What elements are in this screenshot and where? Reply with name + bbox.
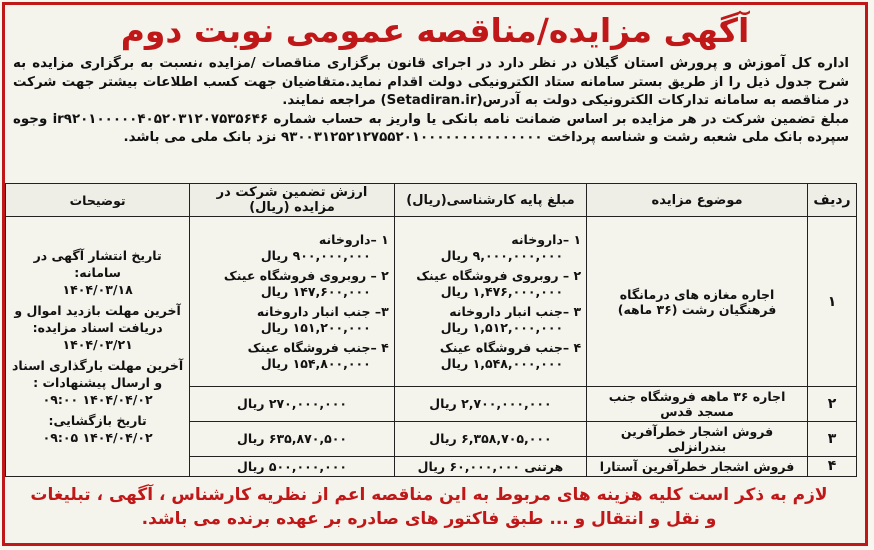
notes-cell <box>6 217 190 477</box>
header-row-number: ردیف <box>807 184 856 217</box>
intro-paragraph-1: اداره کل آموزش و پرورش استان گیلان در نظر دارد در اجرای قانون برگزاری مناقصات /مزایده ،نسبت به برگزاری مزایده به شرح جدول ذیل را از طریق بستر سامانه ستاد الکترونیکی دولت اقدام نماید.متقاضیان جهت کسب اطلاعات بیشتر جهت شرکت در مناقصه به سامانه تدارکات الکترونیکی دولت به آدرس(Setadiran.ir) مراجعه نمایند. <box>13 56 849 108</box>
auction-table <box>5 183 857 477</box>
item-amount: ۱,۵۴۸,۰۰۰,۰۰۰ ریال <box>440 355 564 371</box>
base-price-list <box>394 217 586 387</box>
item-amount: ۱,۵۱۲,۰۰۰,۰۰۰ ریال <box>440 319 564 335</box>
publish-date: ۱۴۰۴/۰۳/۱۸ <box>62 282 133 297</box>
opening-date: ۱۴۰۴/۰۴/۰۲ ۰۹:۰۵ <box>42 430 153 445</box>
list-item <box>400 232 581 264</box>
visit-deadline-label: آخرین مهلت بازدید اموال و دریافت اسناد مزایده: <box>14 303 181 335</box>
upload-deadline-label: آخرین مهلت بارگذاری اسناد و ارسال پیشنهادات : <box>12 358 184 390</box>
row-subject: فروش اشجار خطرآفرین بندرانزلی <box>587 421 808 456</box>
item-label: ۲ – روبروی فروشگاه عینک <box>223 267 389 283</box>
header-guarantee: ارزش تضمین شرکت در مزایده (ریال) <box>190 184 395 217</box>
row-base-price: ۶,۳۵۸,۷۰۵,۰۰۰ ریال <box>394 421 586 456</box>
item-amount: ۱۵۱,۲۰۰,۰۰۰ ریال <box>260 319 371 335</box>
item-label: ۱ –داروخانه <box>511 231 582 247</box>
list-item <box>195 232 389 264</box>
list-item <box>195 304 389 336</box>
item-label: ۳– جنب انبار داروخانه <box>256 303 389 319</box>
row-number: ۱ <box>807 217 856 387</box>
header-base-price: مبلغ پایه کارشناسی(ریال) <box>394 184 586 217</box>
item-label: ۴ –جنب فروشگاه عینک <box>247 339 389 355</box>
list-item <box>400 340 581 372</box>
list-item <box>400 268 581 300</box>
footer-line-2: و نقل و انتقال و ... طبق فاکتور های صادره بر عهده برنده می باشد. <box>141 509 717 529</box>
guarantee-list <box>190 217 395 387</box>
notice-title: آگهی مزایده/مناقصه عمومی نوبت دوم <box>120 11 750 50</box>
item-label: ۴ –جنب فروشگاه عینک <box>439 339 582 355</box>
item-amount: ۱۵۴,۸۰۰,۰۰۰ ریال <box>260 355 371 371</box>
item-amount: ۱۴۷,۶۰۰,۰۰۰ ریال <box>260 283 371 299</box>
list-item <box>195 340 389 372</box>
row-subject: اجاره ۳۶ ماهه فروشگاه جنب مسجد قدس <box>587 387 808 422</box>
item-label: ۱ –داروخانه <box>318 231 389 247</box>
visit-deadline: ۱۴۰۴/۰۳/۲۱ <box>62 337 133 352</box>
row-base-price: ۲,۷۰۰,۰۰۰,۰۰۰ ریال <box>394 387 586 422</box>
list-item <box>195 268 389 300</box>
table-header-row <box>6 184 857 217</box>
publish-date-label: تاریخ انتشار آگهی در سامانه: <box>33 248 162 280</box>
header-subject: موضوع مزایده <box>587 184 808 217</box>
intro-paragraph-2: مبلغ تضمین شرکت در هر مزایده بر اساس ضمانت نامه بانکی یا واریز به حساب شماره ir۹۲۰۱۰۰۰۰۰۴۰۵۲۰۳۱۲۰۷۵۳۵۶۴۶ وجوه سپرده بانک ملی شعبه رشت و شناسه پرداخت ۹۳۰۰۳۱۲۵۲۱۲۷۵۵۲۰۱۰۰۰۰۰۰۰۰۰۰۰۰۰۰۰ نزد بانک ملی می باشد. <box>13 111 850 145</box>
row-subject: اجاره مغازه های درمانگاه فرهنگیان رشت (۳۶ ماهه) <box>587 217 808 387</box>
item-amount: ۹۰۰,۰۰۰,۰۰۰ ریال <box>260 247 371 263</box>
row-guarantee: ۲۷۰,۰۰۰,۰۰۰ ریال <box>190 387 395 422</box>
row-guarantee: ۵۰۰,۰۰۰,۰۰۰ ریال <box>190 456 395 476</box>
header-notes: توضیحات <box>6 184 190 217</box>
list-item <box>400 304 581 336</box>
notice-frame <box>2 2 868 546</box>
row-number: ۴ <box>807 456 856 476</box>
item-label: ۳ –جنب انبار داروخانه <box>449 303 582 319</box>
opening-date-label: تاریخ بازگشایی: <box>48 413 147 428</box>
row-base-price: هرتنی ۶۰,۰۰۰,۰۰۰ ریال <box>394 456 586 476</box>
upload-deadline: ۱۴۰۴/۰۴/۰۲ ۰۹:۰۰ <box>42 392 153 407</box>
footer-line-1: لازم به ذکر است کلیه هزینه های مربوط به این مناقصه اعم از نظریه کارشناس ، آگهی ، تبلیغات <box>30 485 828 505</box>
item-label: ۲ – روبروی فروشگاه عینک <box>416 267 582 283</box>
item-amount: ۹,۰۰۰,۰۰۰,۰۰۰ ریال <box>440 247 564 263</box>
row-subject: فروش اشجار خطرآفرین آستارا <box>587 456 808 476</box>
item-amount: ۱,۴۷۶,۰۰۰,۰۰۰ ریال <box>440 283 564 299</box>
row-guarantee: ۶۳۵,۸۷۰,۵۰۰ ریال <box>190 421 395 456</box>
notice-footer <box>3 483 855 531</box>
table-row <box>6 217 857 387</box>
row-number: ۳ <box>807 421 856 456</box>
notice-intro <box>13 55 849 148</box>
row-number: ۲ <box>807 387 856 422</box>
